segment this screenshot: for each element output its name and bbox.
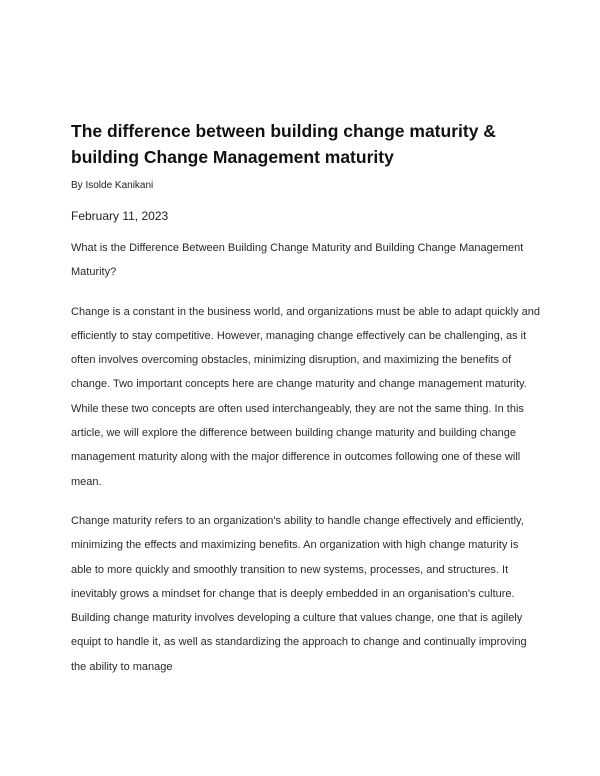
article-paragraph-2: Change maturity refers to an organization's ability to handle change effectively and efficiently, minimizing the effects and maximizing benefits. An organization with high change maturity is able to more quickly and smoothly transition to new systems, processes, and structures. It inevitably grows a mindset for change that is deeply embedded in an organisation's culture. Building change maturity involves developing a culture that values change, one that is agilely equipt to handle it, as well as standardizing the approach to change and continually improving the ability to manage	[71, 514, 527, 673]
article-paragraph-1: Change is a constant in the business world, and organizations must be able to adapt quickly and efficiently to stay competitive. However, managing change effectively can be challenging, as it often involves overcoming obstacles, minimizing disruption, and maximizing the benefits of change. Two important concepts here are change maturity and change management maturity. While these two concepts are often used interchangeably, they are not the same thing. In this article, we will explore the difference between building change maturity and building change management maturity along with the major difference in outcomes following one of these will mean.	[71, 305, 541, 488]
article-title: The difference between building change maturity & building Change Management maturity	[71, 121, 496, 167]
article-intro: What is the Difference Between Building Change Maturity and Building Change Management Maturity?	[71, 242, 524, 279]
document-page	[71, 118, 541, 679]
article-date: February 11, 2023	[71, 209, 169, 223]
article-byline: By Isolde Kanikani	[71, 180, 154, 191]
